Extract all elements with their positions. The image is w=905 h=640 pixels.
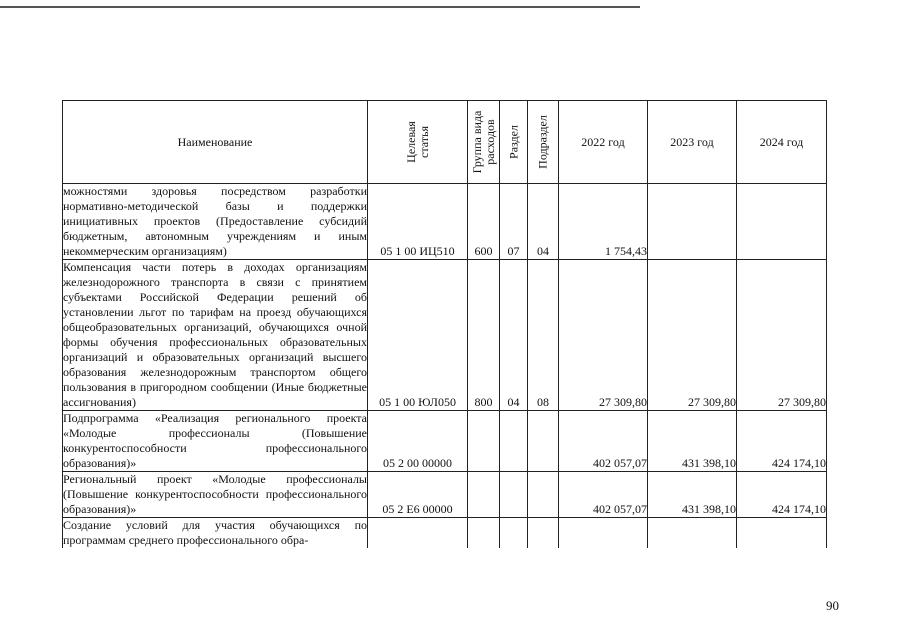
table-row xyxy=(63,518,827,549)
header-target: Целевая статья xyxy=(368,101,468,184)
row-subsection xyxy=(528,518,559,549)
row-2022: 402 057,07 xyxy=(559,411,648,472)
table-header-row xyxy=(63,101,827,184)
header-2022: 2022 год xyxy=(559,101,648,184)
row-code: 05 1 00 ИЦ510 xyxy=(368,184,468,260)
row-subsection xyxy=(528,472,559,518)
row-section: 04 xyxy=(500,260,528,411)
row-2023 xyxy=(648,184,737,260)
budget-table xyxy=(62,100,827,548)
row-subsection: 08 xyxy=(528,260,559,411)
row-group: 800 xyxy=(468,260,500,411)
row-2022 xyxy=(559,518,648,549)
top-rule xyxy=(0,6,640,8)
row-name: Региональный проект «Молодые профессионалы (Повышение конкурентоспособности профессионального образования)» xyxy=(63,472,367,516)
row-2024: 424 174,10 xyxy=(737,411,827,472)
row-2024 xyxy=(737,184,827,260)
row-code: 05 2 Е6 00000 xyxy=(368,472,468,518)
row-code: 05 1 00 ЮЛ050 xyxy=(368,260,468,411)
row-2023: 27 309,80 xyxy=(648,260,737,411)
header-name: Наименование xyxy=(63,101,368,184)
row-group: 600 xyxy=(468,184,500,260)
row-2022: 1 754,43 xyxy=(559,184,648,260)
row-2022: 402 057,07 xyxy=(559,472,648,518)
row-name: можностями здоровья посредством разработки нормативно-методической базы и поддержки инициативных проектов (Предоставление субсидий бюджетным, автономным учреждениям и иным некоммерческим организациям) xyxy=(63,184,367,258)
header-2024: 2024 год xyxy=(737,101,827,184)
table-row xyxy=(63,472,827,518)
row-name: Создание условий для участия обучающихся по программам среднего профессионального обра- xyxy=(63,518,367,547)
header-group: Группа вида расходов xyxy=(468,101,500,184)
row-section: 07 xyxy=(500,184,528,260)
row-code xyxy=(368,518,468,549)
row-subsection: 04 xyxy=(528,184,559,260)
table-row xyxy=(63,260,827,411)
row-subsection xyxy=(528,411,559,472)
header-2023: 2023 год xyxy=(648,101,737,184)
row-section xyxy=(500,411,528,472)
row-group xyxy=(468,518,500,549)
row-2023: 431 398,10 xyxy=(648,411,737,472)
row-2023 xyxy=(648,518,737,549)
row-code: 05 2 00 00000 xyxy=(368,411,468,472)
row-group xyxy=(468,411,500,472)
row-section xyxy=(500,472,528,518)
table-row xyxy=(63,184,827,260)
row-group xyxy=(468,472,500,518)
row-2024 xyxy=(737,518,827,549)
row-2023: 431 398,10 xyxy=(648,472,737,518)
row-2024: 424 174,10 xyxy=(737,472,827,518)
row-name: Подпрограмма «Реализация регионального проекта «Молодые профессионалы (Повышение конкурентоспособности профессионального образования)» xyxy=(63,411,367,470)
row-2022: 27 309,80 xyxy=(559,260,648,411)
row-name: Компенсация части потерь в доходах организациям железнодорожного транспорта в связи с принятием субъектами Российской Федерации решений об установлении льгот по тарифам на проезд обучающихся общеобразовательных организаций, обучающихся очной формы обучения профессиональных образовательных организаций и образовательных организаций высшего образования железнодорожным транспортом общего пользования в пригородном сообщении (Иные бюджетные ассигнования) xyxy=(63,260,367,409)
row-section xyxy=(500,518,528,549)
header-section: Раздел xyxy=(500,101,528,184)
row-2024: 27 309,80 xyxy=(737,260,827,411)
page-number: 90 xyxy=(826,598,839,613)
table-row xyxy=(63,411,827,472)
header-subsection: Подраздел xyxy=(528,101,559,184)
